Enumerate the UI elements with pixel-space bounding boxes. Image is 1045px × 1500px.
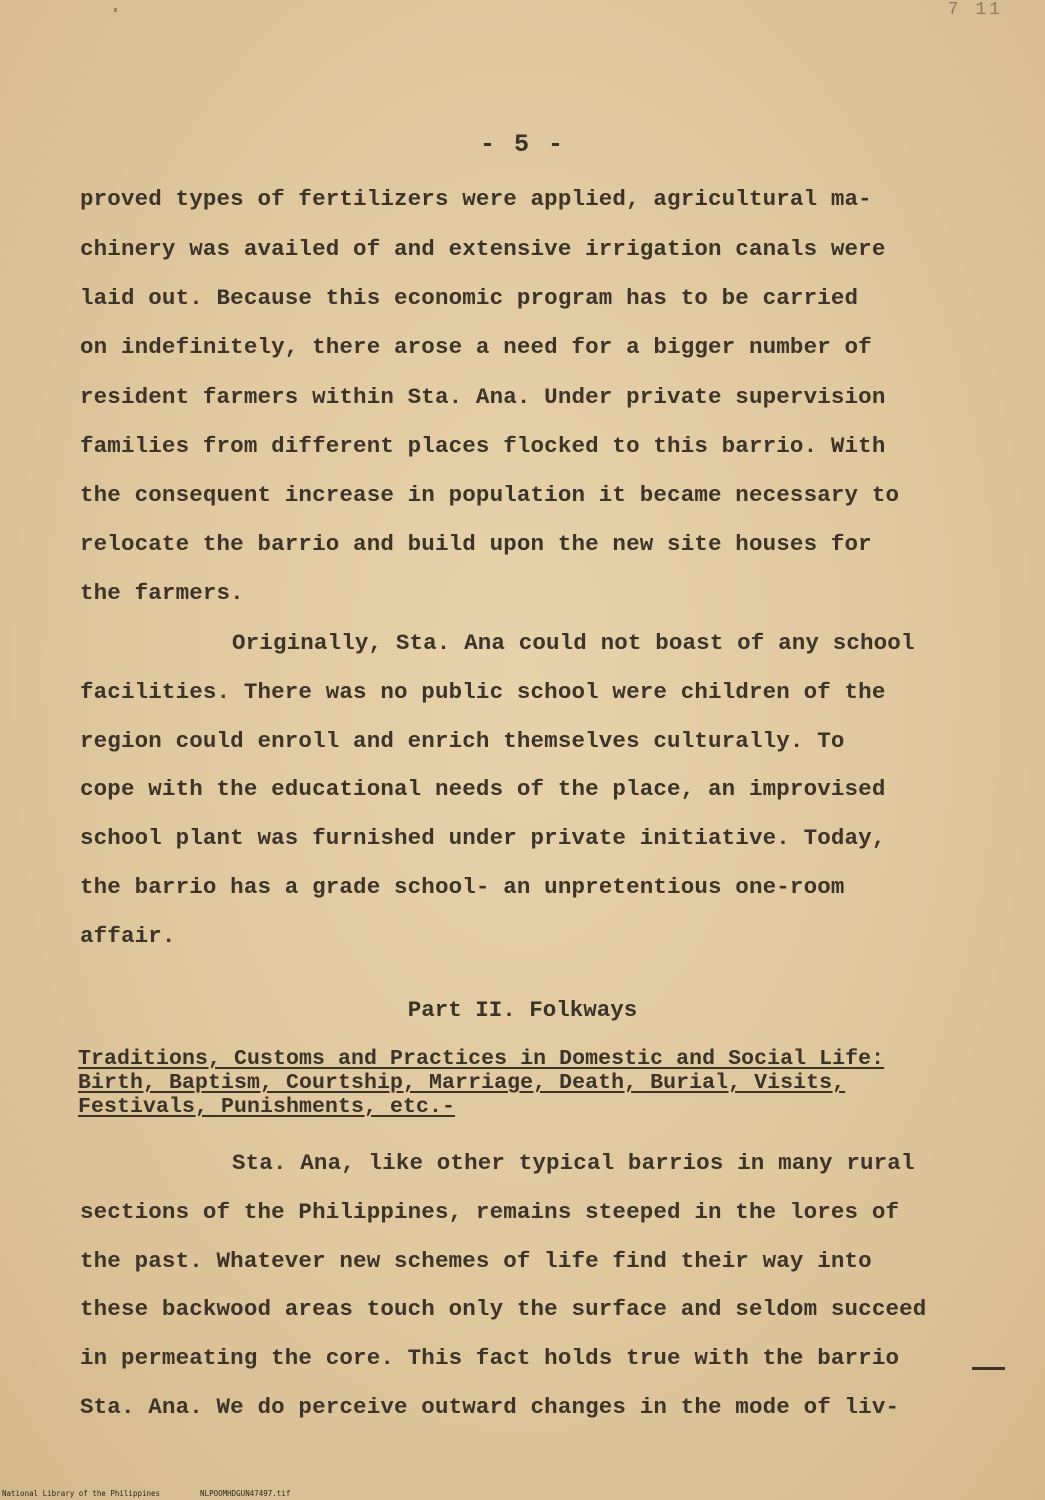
paragraph-2-line: facilities. There was no public school were children of the [80, 679, 886, 705]
paragraph-3-line: in permeating the core. This fact holds true with the barrio [80, 1345, 900, 1371]
paragraph-1-line: chinery was availed of and extensive irrigation canals were [80, 236, 886, 262]
paragraph-3-line: the past. Whatever new schemes of life find their way into [80, 1248, 872, 1274]
archive-footer [2, 1489, 290, 1498]
paragraph-1-line: laid out. Because this economic program has to be carried [80, 285, 859, 311]
line-continuation-dash [972, 1367, 1005, 1370]
page-number: - 5 - [479, 130, 565, 159]
paragraph-2-line: school plant was furnished under private initiative. Today, [80, 825, 886, 851]
paragraph-1-line: relocate the barrio and build upon the new site houses for [80, 531, 872, 557]
paragraph-2-line: the barrio has a grade school- an unpretentious one-room [80, 874, 845, 900]
paragraph-1-line: the consequent increase in population it became necessary to [80, 482, 900, 508]
footer-filename: NLPOOMHDGUN47497.tif [200, 1489, 291, 1498]
paragraph-3-line: sections of the Philippines, remains steeped in the lores of [80, 1199, 900, 1225]
paragraph-1-line: families from different places flocked to this barrio. With [80, 433, 886, 459]
paragraph-2-line: cope with the educational needs of the place, an improvised [80, 776, 886, 802]
paragraph-2-line: region could enroll and enrich themselves culturally. To [80, 728, 845, 754]
corner-mark: 7 11 [947, 0, 1003, 20]
paragraph-1-line: resident farmers within Sta. Ana. Under private supervision [80, 384, 886, 410]
paragraph-3-line: these backwood areas touch only the surface and seldom succeed [80, 1296, 927, 1322]
paragraph-3-line: Sta. Ana. We do perceive outward changes in the mode of liv- [80, 1394, 900, 1420]
paragraph-1-line: proved types of fertilizers were applied, agricultural ma- [80, 186, 872, 212]
paragraph-1-line: the farmers. [80, 580, 244, 606]
subheading-line: Traditions, Customs and Practices in Domestic and Social Life: [78, 1047, 885, 1071]
paragraph-3-line: Sta. Ana, like other typical barrios in many rural [232, 1150, 915, 1176]
section-heading: Part II. Folkways [407, 997, 638, 1023]
scan-speck [114, 8, 117, 12]
paragraph-2-line: affair. [80, 923, 176, 949]
subheading-line: Festivals, Punishments, etc.- [78, 1095, 456, 1119]
paragraph-1-line: on indefinitely, there arose a need for a bigger number of [80, 334, 872, 360]
footer-library: National Library of the Philippines [2, 1489, 161, 1498]
paragraph-2-line: Originally, Sta. Ana could not boast of any school [232, 630, 915, 656]
subheading-line: Birth, Baptism, Courtship, Marriage, Death, Burial, Visits, [78, 1071, 846, 1095]
